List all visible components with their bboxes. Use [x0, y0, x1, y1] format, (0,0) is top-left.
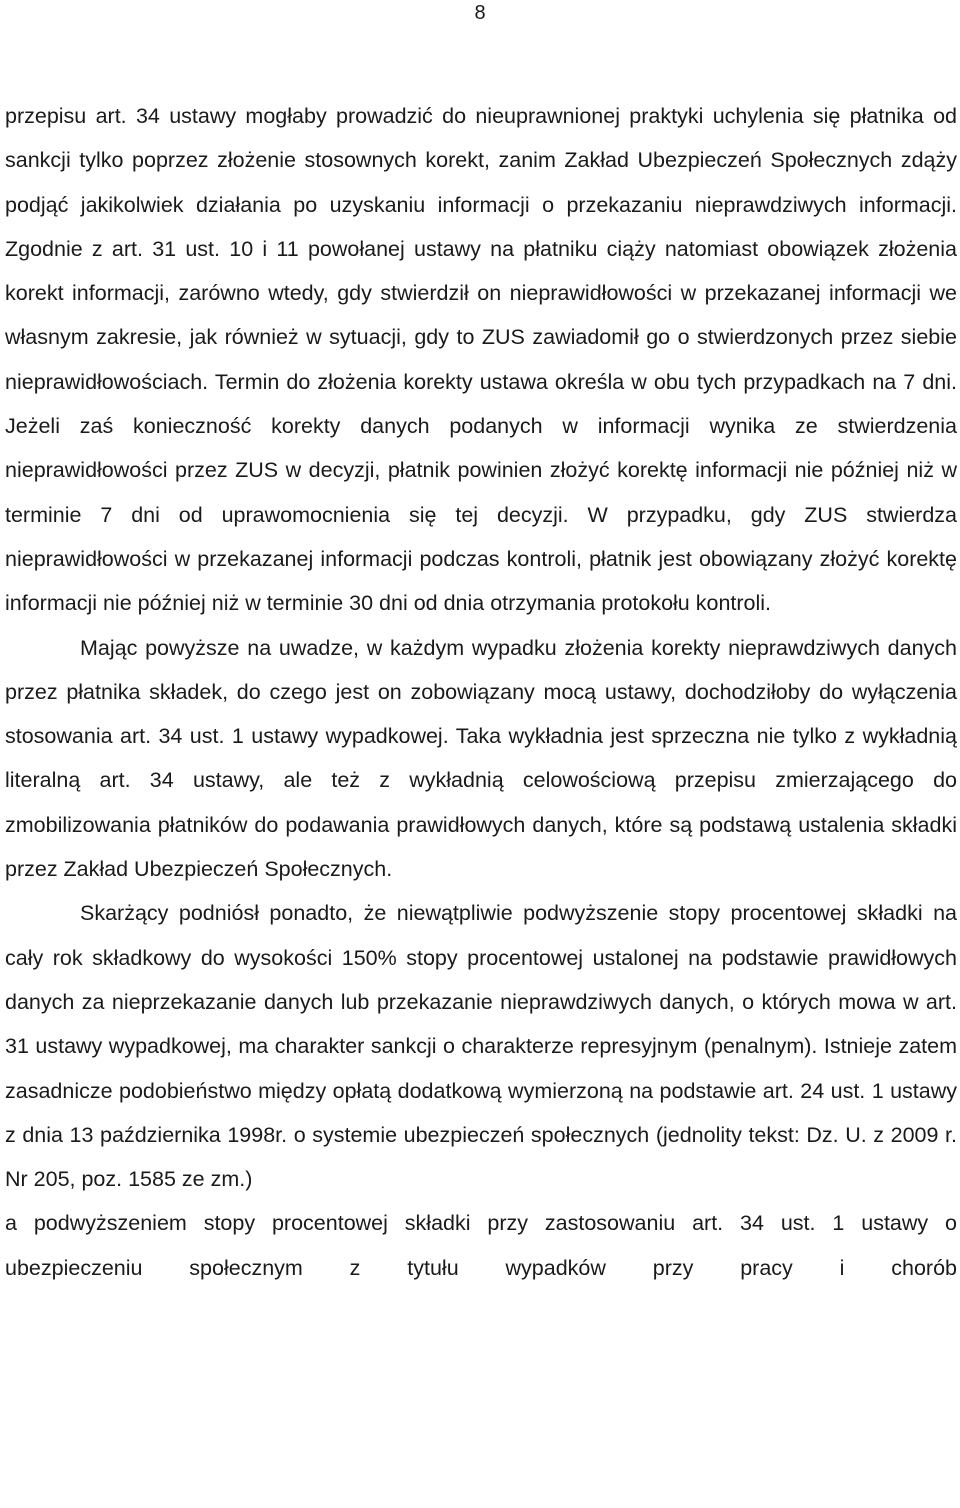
- page-number: 8: [474, 2, 486, 24]
- paragraph-2: Mając powyższe na uwadze, w każdym wypadku złożenia korekty nieprawdziwych danych przez płatnika składek, do czego jest on zobowiązany mocą ustawy, dochodziłoby do wyłączenia stosowania art. 34 ust. 1 ustawy wypadkowej. Taka wykładnia jest sprzeczna nie tylko z wykładnią literalną art. 34 ustawy, ale też z wykładnią celowościową przepisu zmierzającego do zmobilizowania płatników do podawania prawidłowych danych, które są podstawą ustalenia składki przez Zakład Ubezpieczeń Społecznych.: [5, 635, 957, 882]
- paragraph-3-continuation: a podwyższeniem stopy procentowej składki przy zastosowaniu art. 34 ust. 1 ustawy o ubezpieczeniu społecznym z tytułu wypadków przy pracy i chorób: [5, 1211, 957, 1280]
- document-body: [5, 94, 957, 1290]
- paragraph-1: przepisu art. 34 ustawy mogłaby prowadzić do nieuprawnionej praktyki uchylenia się płatnika od sankcji tylko poprzez złożenie stosownych korekt, zanim Zakład Ubezpieczeń Społecznych zdąży podjąć jakikolwiek działania po uzyskaniu informacji o przekazaniu nieprawdziwych informacji. Zgodnie z art. 31 ust. 10 i 11 powołanej ustawy na płatniku ciąży natomiast obowiązek złożenia korekt informacji, zarówno wtedy, gdy stwierdził on nieprawidłowości w przekazanej informacji we własnym zakresie, jak również w sytuacji, gdy to ZUS zawiadomił go o stwierdzonych przez siebie nieprawidłowościach. Termin do złożenia korekty ustawa określa w obu tych przypadkach na 7 dni. Jeżeli zaś konieczność korekty danych podanych w informacji wynika ze stwierdzenia nieprawidłowości przez ZUS w decyzji, płatnik powinien złożyć korektę informacji nie później niż w terminie 7 dni od uprawomocnienia się tej decyzji. W przypadku, gdy ZUS stwierdza nieprawidłowości w przekazanej informacji podczas kontroli, płatnik jest obowiązany złożyć korektę informacji nie później niż w terminie 30 dni od dnia otrzymania protokołu kontroli.: [5, 104, 957, 616]
- paragraph-3: Skarżący podniósł ponadto, że niewątpliwie podwyższenie stopy procentowej składki na cały rok składkowy do wysokości 150% stopy procentowej ustalonej na podstawie prawidłowych danych za nieprzekazanie danych lub przekazanie nieprawdziwych danych, o których mowa w art. 31 ustawy wypadkowej, ma charakter sankcji o charakterze represyjnym (penalnym). Istnieje zatem zasadnicze podobieństwo między opłatą dodatkową wymierzoną na podstawie art. 24 ust. 1 ustawy z dnia 13 października 1998r. o systemie ubezpieczeń społecznych (jednolity tekst: Dz. U. z 2009 r. Nr 205, poz. 1585 ze zm.): [5, 901, 957, 1192]
